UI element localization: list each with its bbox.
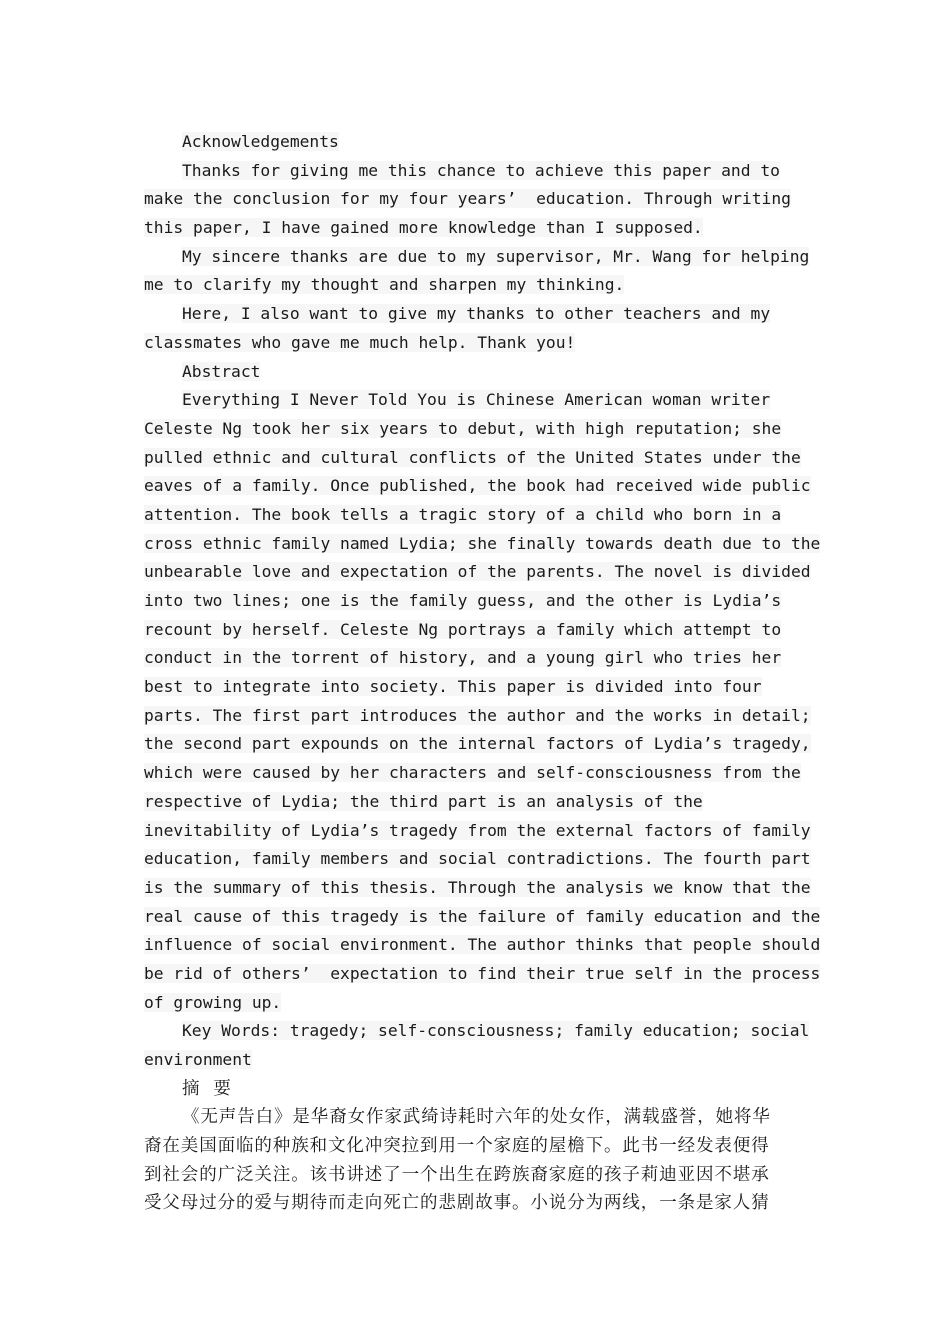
abstract-line: eaves of a family. Once published, the book had received wide public	[144, 476, 811, 496]
abstract-line: Celeste Ng took her six years to debut, with high reputation; she	[144, 418, 782, 438]
chinese-abstract-heading: 摘 要	[182, 1078, 232, 1099]
abstract-line: real cause of this tragedy is the failure of family education and the	[144, 906, 821, 926]
abstract-line: which were caused by her characters and self-consciousness from the	[144, 763, 801, 783]
acknowledgements-line: make the conclusion for my four years’ education. Through writing	[144, 189, 791, 209]
acknowledgements-line: this paper, I have gained more knowledge than I supposed.	[144, 218, 703, 238]
abstract-line: respective of Lydia; the third part is an analysis of the	[144, 791, 703, 811]
abstract-line: influence of social environment. The author thinks that people should	[144, 935, 821, 955]
abstract-line: cross ethnic family named Lydia; she finally towards death due to the	[144, 533, 821, 553]
acknowledgements-line: classmates who gave me much help. Thank you!	[144, 332, 576, 352]
abstract-heading: Abstract	[182, 361, 261, 381]
abstract-line: best to integrate into society. This paper is divided into four	[144, 677, 762, 697]
abstract-line: conduct in the torrent of history, and a young girl who tries her	[144, 648, 782, 668]
abstract-line: unbearable love and expectation of the parents. The novel is divided	[144, 562, 811, 582]
acknowledgements-line: My sincere thanks are due to my supervisor, Mr. Wang for helping	[182, 246, 810, 266]
abstract-line: recount by herself. Celeste Ng portrays a family which attempt to	[144, 619, 782, 639]
acknowledgements-line: me to clarify my thought and sharpen my thinking.	[144, 275, 625, 295]
chinese-abstract-line: 《无声告白》是华裔女作家武绮诗耗时六年的处女作，满载盛誉，她将华	[182, 1107, 771, 1128]
acknowledgements-line: Thanks for giving me this chance to achieve this paper and to	[182, 160, 780, 180]
chinese-abstract-line: 到社会的广泛关注。该书讲述了一个出生在跨族裔家庭的孩子莉迪亚因不堪承	[144, 1164, 770, 1185]
keywords-line: environment	[144, 1050, 252, 1069]
chinese-abstract-line: 裔在美国面临的种族和文化冲突拉到用一个家庭的屋檐下。此书一经发表便得	[144, 1136, 770, 1157]
abstract-line: is the summary of this thesis. Through the analysis we know that the	[144, 877, 811, 897]
abstract-line: the second part expounds on the internal factors of Lydia’s tragedy,	[144, 734, 811, 754]
abstract-line: pulled ethnic and cultural conflicts of the United States under the	[144, 447, 801, 467]
abstract-line: education, family members and social contradictions. The fourth part	[144, 849, 811, 869]
abstract-line: into two lines; one is the family guess, and the other is Lydia’s	[144, 591, 782, 610]
abstract-line: attention. The book tells a tragic story of a child who born in a	[144, 504, 782, 524]
abstract-line: parts. The first part introduces the author and the works in detail;	[144, 705, 811, 725]
abstract-line: be rid of others’ expectation to find their true self in the process	[144, 963, 821, 983]
chinese-abstract-line: 受父母过分的爱与期待而走向死亡的悲剧故事。小说分为两线，一条是家人猜	[144, 1193, 770, 1214]
abstract-line: Everything I Never Told You is Chinese American woman writer	[182, 390, 771, 410]
abstract-line: of growing up.	[144, 992, 282, 1012]
keywords-line: Key Words: tragedy; self-consciousness; family education; social	[182, 1021, 810, 1041]
acknowledgements-line: Here, I also want to give my thanks to other teachers and my	[182, 304, 771, 324]
abstract-line: inevitability of Lydia’s tragedy from the external factors of family	[144, 820, 811, 840]
acknowledgements-heading: Acknowledgements	[182, 132, 339, 151]
document-body	[144, 128, 821, 1218]
